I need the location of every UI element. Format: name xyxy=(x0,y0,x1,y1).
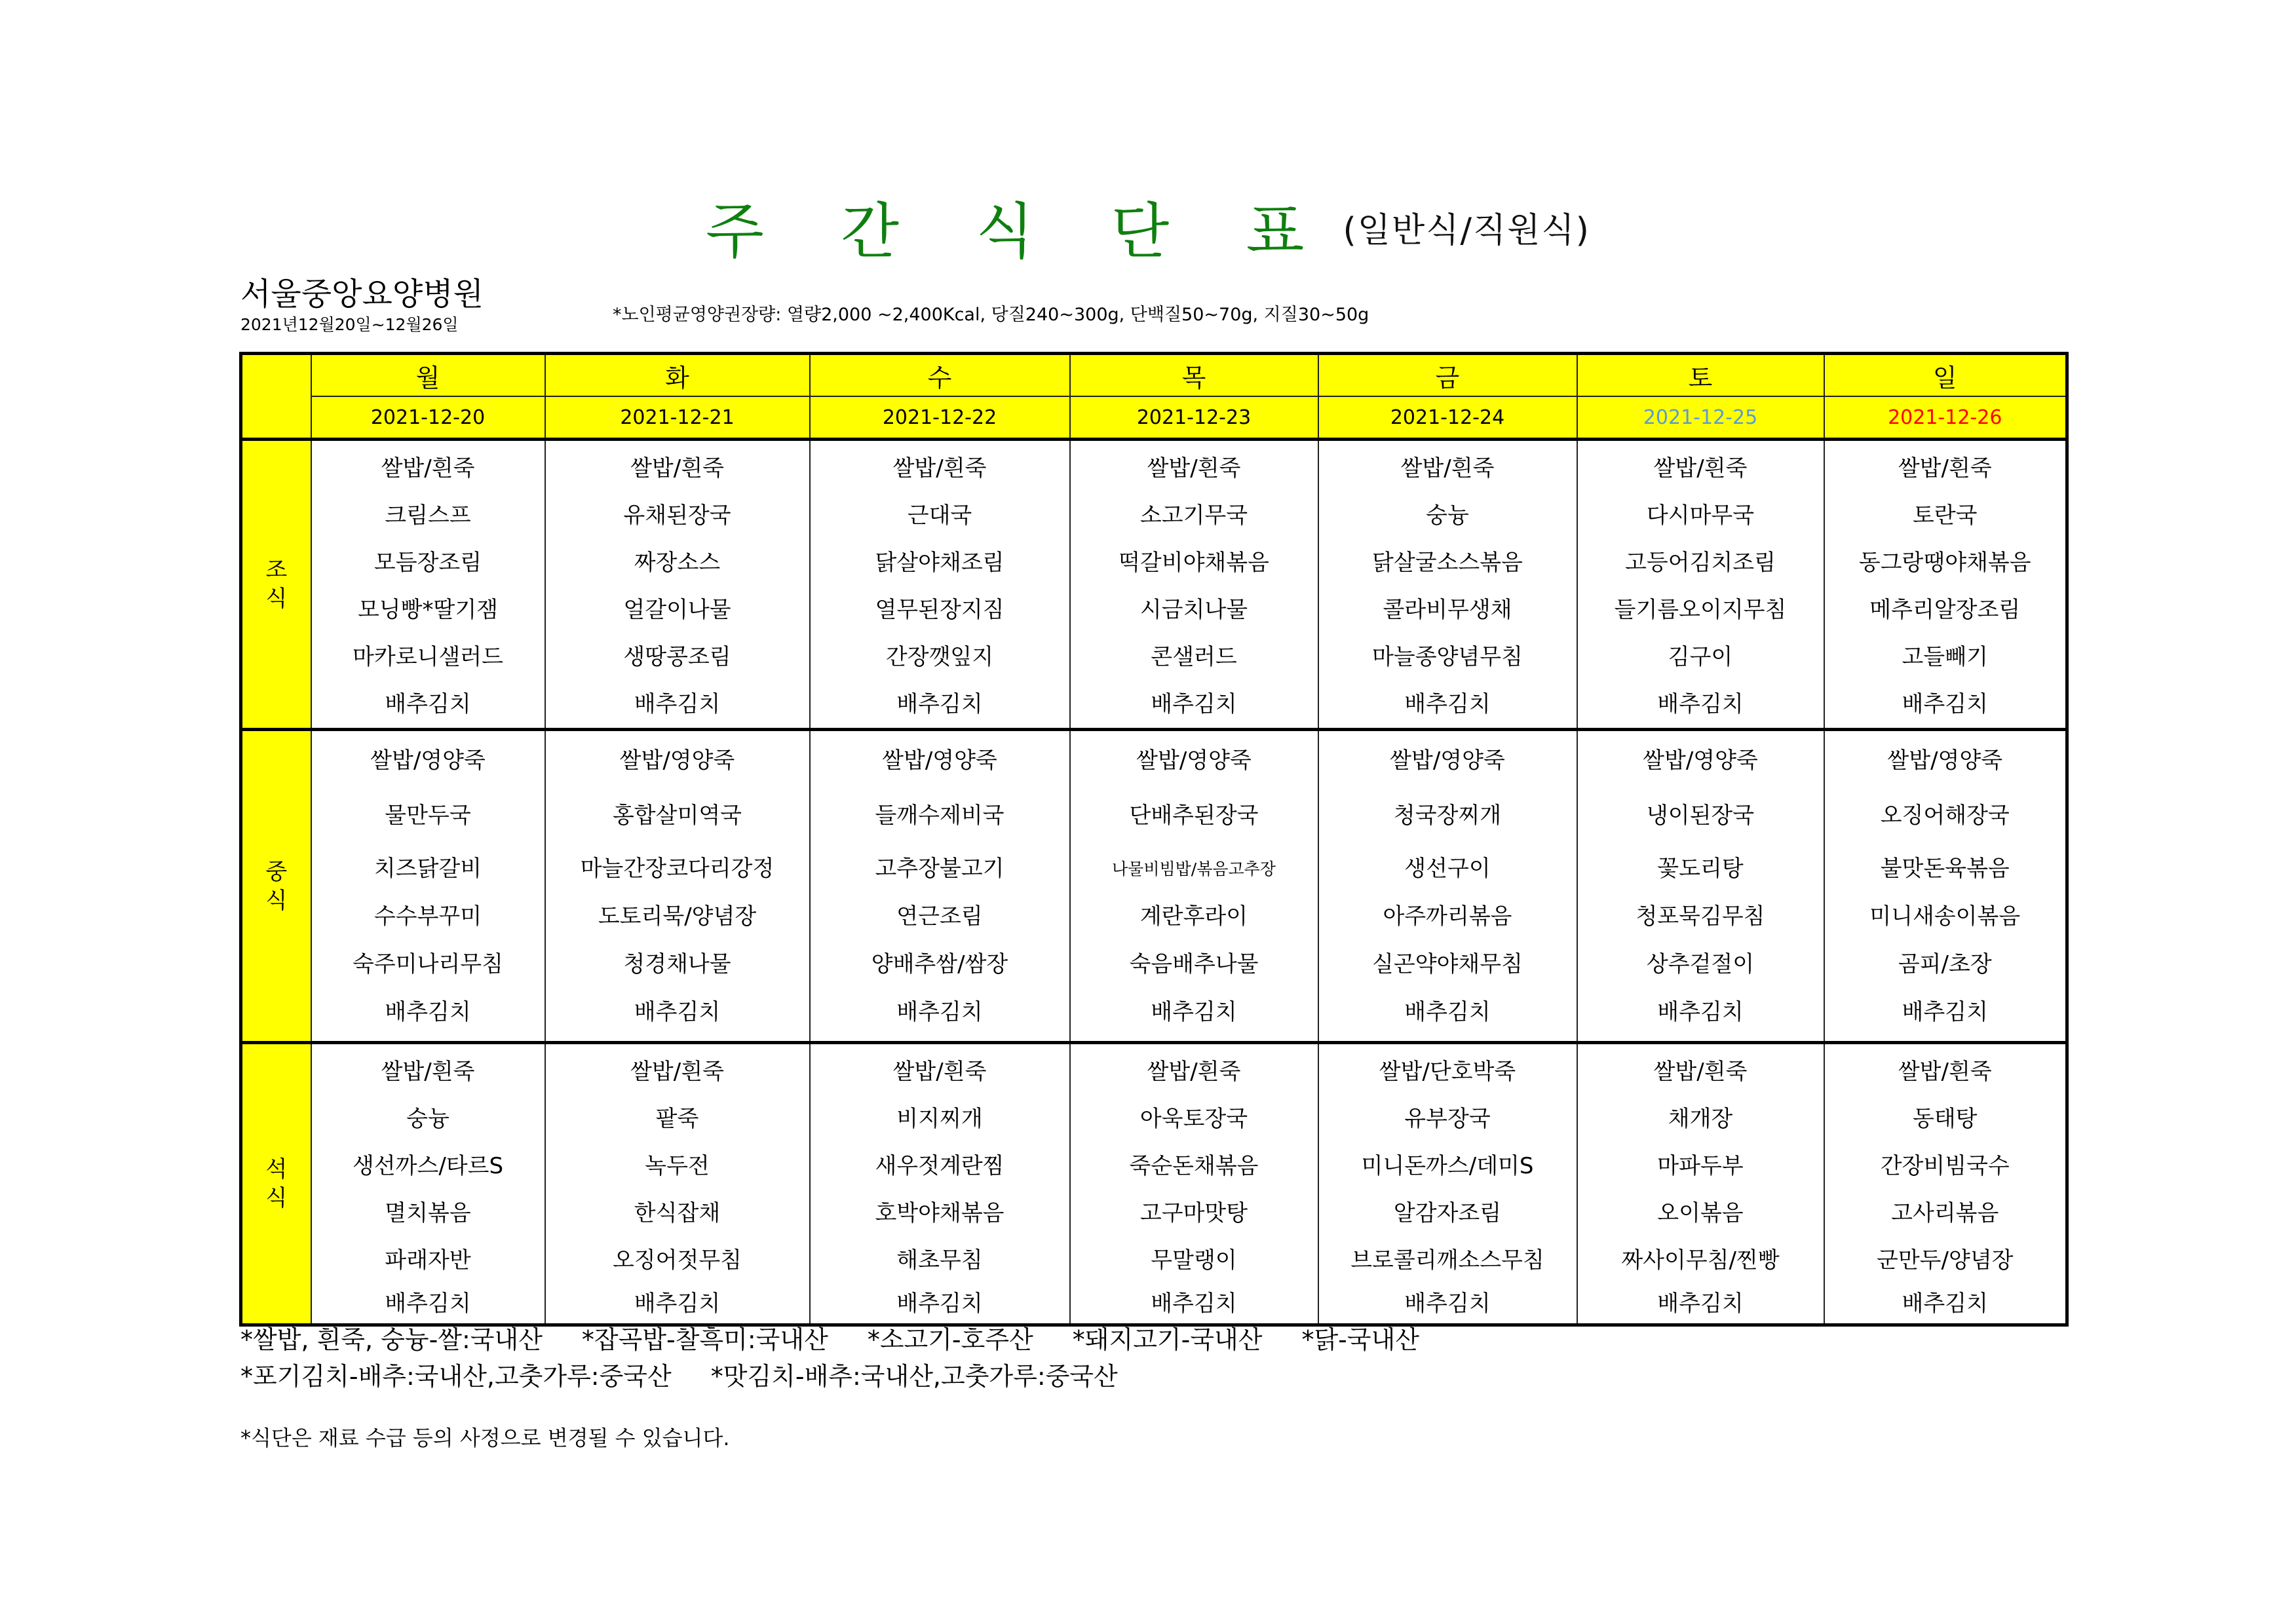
menu-item: 비지찌개 xyxy=(896,1106,983,1132)
menu-item: 배추김치 xyxy=(634,1291,721,1317)
menu-item: 김구이 xyxy=(1668,644,1733,670)
lunch-cell-mon xyxy=(311,730,545,1043)
menu-item: 쌀밥/흰죽 xyxy=(630,1059,724,1085)
menu-item: 배추김치 xyxy=(1902,1291,1988,1317)
menu-item: 파래자반 xyxy=(385,1247,471,1274)
lunch-cell-sun xyxy=(1824,730,2067,1043)
menu-item: 숙음배추나물 xyxy=(1129,951,1259,977)
origin-note: *닭-국내산 xyxy=(1301,1325,1419,1354)
dinner-label: 석 식 xyxy=(241,1043,311,1325)
menu-item: 배추김치 xyxy=(1404,691,1491,717)
lunch-cell-wed xyxy=(810,730,1070,1043)
menu-item: 양배추쌈/쌈장 xyxy=(871,951,1008,977)
menu-item: 닭살굴소스볶음 xyxy=(1372,550,1523,576)
menu-item: 알감자조림 xyxy=(1393,1200,1502,1226)
menu-item: 배추김치 xyxy=(896,999,983,1025)
menu-item: 꽃도리탕 xyxy=(1657,856,1744,882)
breakfast-cell-sat xyxy=(1577,440,1824,730)
menu-item: 청국장찌개 xyxy=(1393,803,1502,829)
menu-title-block xyxy=(0,183,2296,270)
menu-item: 고들빼기 xyxy=(1902,644,1988,670)
menu-item: 오징어해장국 xyxy=(1880,803,2010,829)
dinner-cell-mon xyxy=(311,1043,545,1325)
menu-item: 소고기무국 xyxy=(1139,502,1248,529)
menu-item: 배추김치 xyxy=(1657,999,1744,1025)
menu-item: 마파두부 xyxy=(1657,1153,1744,1179)
menu-item: 배추김치 xyxy=(1657,1291,1744,1317)
menu-item: 쌀밥/영양죽 xyxy=(1136,747,1252,774)
menu-item: 도토리묵/양념장 xyxy=(598,903,757,930)
menu-item: 다시마무국 xyxy=(1646,502,1755,529)
menu-item: 단배추된장국 xyxy=(1129,803,1259,829)
menu-item: 새우젓계란찜 xyxy=(875,1153,1004,1179)
page-subtitle: (일반식/직원식) xyxy=(1343,210,1590,250)
menu-item: 배추김치 xyxy=(1902,691,1988,717)
day-thu: 목 xyxy=(1070,354,1318,397)
hospital-name: 서울중앙요양병원 xyxy=(240,276,484,312)
nutrition-note: *노인평균영양권장량: 열량2,000 ~2,400Kcal, 당질240~300g, 단백질50~70g, 지질30~50g xyxy=(613,305,1369,325)
menu-item: 토란국 xyxy=(1912,502,1978,529)
origin-notes xyxy=(240,1321,1459,1395)
date-fri: 2021-12-24 xyxy=(1318,396,1577,440)
lunch-cell-fri xyxy=(1318,730,1577,1043)
menu-item: 배추김치 xyxy=(1657,691,1744,717)
menu-item: 짜사이무침/찐빵 xyxy=(1621,1247,1780,1274)
dinner-row xyxy=(241,1043,2067,1325)
menu-item: 홍합살미역국 xyxy=(612,803,742,829)
menu-item: 쌀밥/영양죽 xyxy=(619,747,735,774)
breakfast-cell-fri xyxy=(1318,440,1577,730)
page-title: 주 간 식 단 표 xyxy=(706,197,1333,267)
menu-item: 쌀밥/흰죽 xyxy=(381,455,475,482)
menu-item: 고추장불고기 xyxy=(875,856,1004,882)
date-mon: 2021-12-20 xyxy=(311,396,545,440)
menu-item: 배추김치 xyxy=(1151,691,1237,717)
menu-item: 유채된장국 xyxy=(623,502,731,529)
menu-item: 군만두/양념장 xyxy=(1876,1247,2014,1274)
menu-item: 쌀밥/흰죽 xyxy=(1147,455,1241,482)
dinner-cell-wed xyxy=(810,1043,1070,1325)
menu-item: 숭늉 xyxy=(1426,502,1469,529)
menu-item: 얼갈이나물 xyxy=(623,597,731,623)
menu-item: 배추김치 xyxy=(385,999,471,1025)
origin-note: *소고기-호주산 xyxy=(867,1325,1033,1354)
day-sat: 토 xyxy=(1577,354,1824,397)
menu-item: 열무된장지짐 xyxy=(875,597,1004,623)
day-mon: 월 xyxy=(311,354,545,397)
dinner-cell-fri xyxy=(1318,1043,1577,1325)
menu-item: 고등어김치조림 xyxy=(1625,550,1776,576)
day-sun: 일 xyxy=(1824,354,2067,397)
menu-item: 쌀밥/흰죽 xyxy=(892,455,987,482)
menu-item: 유부장국 xyxy=(1404,1106,1491,1132)
menu-item: 쌀밥/영양죽 xyxy=(882,747,997,774)
menu-item: 메추리알장조림 xyxy=(1869,597,2021,623)
menu-item: 모듬장조림 xyxy=(373,550,482,576)
day-fri: 금 xyxy=(1318,354,1577,397)
menu-item: 쌀밥/영양죽 xyxy=(1390,747,1505,774)
menu-item: 닭살야채조림 xyxy=(875,550,1004,576)
weekly-menu-table xyxy=(239,352,2069,1327)
menu-item: 호박야채볶음 xyxy=(875,1200,1004,1226)
corner-cell xyxy=(241,354,311,440)
menu-item: 죽순돈채볶음 xyxy=(1129,1153,1259,1179)
menu-item: 브로콜리깨소스무침 xyxy=(1350,1247,1544,1274)
menu-item: 고구마맛탕 xyxy=(1139,1200,1248,1226)
menu-item: 짜장소스 xyxy=(634,550,721,576)
menu-item: 숙주미나리무침 xyxy=(353,951,503,977)
menu-item: 모닝빵*딸기잼 xyxy=(357,597,499,623)
menu-item: 배추김치 xyxy=(896,1291,983,1317)
menu-item: 마늘종양념무침 xyxy=(1372,644,1523,670)
breakfast-cell-wed xyxy=(810,440,1070,730)
dinner-cell-sat xyxy=(1577,1043,1824,1325)
menu-item: 곰피/초장 xyxy=(1898,951,1992,977)
day-tue: 화 xyxy=(545,354,810,397)
menu-item: 배추김치 xyxy=(1902,999,1988,1025)
menu-item: 무말랭이 xyxy=(1151,1247,1237,1274)
menu-item: 숭늉 xyxy=(406,1106,450,1132)
menu-item: 동그랑땡야채볶음 xyxy=(1858,550,2031,576)
menu-item: 배추김치 xyxy=(1151,1291,1237,1317)
menu-item: 근대국 xyxy=(907,502,972,529)
menu-item: 쌀밥/흰죽 xyxy=(1653,1059,1748,1085)
lunch-row xyxy=(241,730,2067,1043)
date-wed: 2021-12-22 xyxy=(810,396,1070,440)
menu-item: 멸치볶음 xyxy=(385,1200,471,1226)
date-sat: 2021-12-25 xyxy=(1577,396,1824,440)
menu-item: 냉이된장국 xyxy=(1646,803,1755,829)
menu-item: 연근조림 xyxy=(896,903,983,930)
date-tue: 2021-12-21 xyxy=(545,396,810,440)
menu-item: 쌀밥/흰죽 xyxy=(1653,455,1748,482)
menu-item: 쌀밥/흰죽 xyxy=(630,455,724,482)
menu-item: 한식잡채 xyxy=(634,1200,721,1226)
menu-item: 쌀밥/영양죽 xyxy=(370,747,486,774)
menu-item: 콘샐러드 xyxy=(1151,644,1237,670)
menu-item: 쌀밥/단호박죽 xyxy=(1379,1059,1516,1085)
date-sun: 2021-12-26 xyxy=(1824,396,2067,440)
origin-note: *포기김치-배추:국내산,고춧가루:중국산 xyxy=(240,1362,672,1391)
menu-item: 마카로니샐러드 xyxy=(353,644,503,670)
lunch-cell-tue xyxy=(545,730,810,1043)
menu-item: 배추김치 xyxy=(1404,1291,1491,1317)
menu-item: 아주까리볶음 xyxy=(1383,903,1512,930)
menu-item: 실곤약야채무침 xyxy=(1372,951,1523,977)
menu-item: 고사리볶음 xyxy=(1891,1200,1999,1226)
lunch-cell-thu xyxy=(1070,730,1318,1043)
menu-item: 시금치나물 xyxy=(1139,597,1248,623)
menu-item: 쌀밥/흰죽 xyxy=(1898,455,1992,482)
breakfast-cell-tue xyxy=(545,440,810,730)
menu-item: 청포묵김무침 xyxy=(1636,903,1765,930)
menu-item: 배추김치 xyxy=(896,691,983,717)
breakfast-row xyxy=(241,440,2067,730)
menu-item: 쌀밥/흰죽 xyxy=(1898,1059,1992,1085)
menu-item: 배추김치 xyxy=(1151,999,1237,1025)
menu-item: 계란후라이 xyxy=(1139,903,1248,930)
menu-item: 녹두전 xyxy=(645,1153,710,1179)
menu-item: 아욱토장국 xyxy=(1139,1106,1248,1132)
menu-item: 들기름오이지무침 xyxy=(1614,597,1787,623)
menu-item: 수수부꾸미 xyxy=(373,903,482,930)
menu-item: 미니새송이볶음 xyxy=(1869,903,2021,930)
menu-item: 오이볶음 xyxy=(1657,1200,1744,1226)
day-wed: 수 xyxy=(810,354,1070,397)
menu-change-footnote: *식단은 재료 수급 등의 사정으로 변경될 수 있습니다. xyxy=(240,1426,730,1450)
day-header-row xyxy=(241,354,2067,397)
menu-item: 오징어젓무침 xyxy=(612,1247,742,1274)
menu-item: 불맛돈육볶음 xyxy=(1880,856,2010,882)
origin-note: *쌀밥, 흰죽, 숭늉-쌀:국내산 xyxy=(240,1325,543,1354)
origin-note: *돼지고기-국내산 xyxy=(1072,1325,1263,1354)
menu-item: 쌀밥/흰죽 xyxy=(381,1059,475,1085)
dinner-cell-thu xyxy=(1070,1043,1318,1325)
menu-item: 채개장 xyxy=(1668,1106,1733,1132)
origin-note: *맛김치-배추:국내산,고춧가루:중국산 xyxy=(710,1362,1118,1391)
dinner-cell-sun xyxy=(1824,1043,2067,1325)
date-header-row xyxy=(241,396,2067,440)
breakfast-cell-mon xyxy=(311,440,545,730)
menu-item: 콜라비무생채 xyxy=(1383,597,1512,623)
menu-item: 배추김치 xyxy=(634,999,721,1025)
menu-period: 2021년12월20일~12월26일 xyxy=(240,315,459,334)
menu-item: 생선까스/타르S xyxy=(352,1153,504,1179)
menu-item: 동태탕 xyxy=(1912,1106,1978,1132)
menu-item: 청경채나물 xyxy=(623,951,731,977)
date-thu: 2021-12-23 xyxy=(1070,396,1318,440)
menu-item: 크림스프 xyxy=(385,502,471,529)
menu-item: 배추김치 xyxy=(634,691,721,717)
menu-item: 팥죽 xyxy=(655,1106,699,1132)
menu-item: 간장비빔국수 xyxy=(1880,1153,2010,1179)
lunch-label: 중 식 xyxy=(241,730,311,1043)
menu-item: 쌀밥/흰죽 xyxy=(1147,1059,1241,1085)
menu-item: 생땅콩조림 xyxy=(623,644,731,670)
menu-item: 배추김치 xyxy=(1404,999,1491,1025)
menu-item: 쌀밥/흰죽 xyxy=(892,1059,987,1085)
menu-item: 생선구이 xyxy=(1404,856,1491,882)
menu-item: 들깨수제비국 xyxy=(875,803,1004,829)
menu-item: 배추김치 xyxy=(385,1291,471,1317)
menu-item: 미니돈까스/데미S xyxy=(1361,1153,1534,1179)
lunch-cell-sat xyxy=(1577,730,1824,1043)
breakfast-cell-sun xyxy=(1824,440,2067,730)
menu-item: 떡갈비야채볶음 xyxy=(1119,550,1269,576)
menu-item: 쌀밥/흰죽 xyxy=(1400,455,1495,482)
menu-item: 상추겉절이 xyxy=(1646,951,1755,977)
origin-note: *잡곡밥-찰흑미:국내산 xyxy=(581,1325,828,1354)
menu-item: 배추김치 xyxy=(385,691,471,717)
dinner-cell-tue xyxy=(545,1043,810,1325)
menu-item: 치즈닭갈비 xyxy=(373,856,482,882)
breakfast-label: 조 식 xyxy=(241,440,311,730)
menu-item: 물만두국 xyxy=(385,803,471,829)
menu-item: 해초무침 xyxy=(896,1247,983,1274)
menu-item: 마늘간장코다리강정 xyxy=(580,856,775,882)
breakfast-cell-thu xyxy=(1070,440,1318,730)
menu-item: 나물비빔밥/볶음고추장 xyxy=(1112,859,1276,878)
menu-item: 쌀밥/영양죽 xyxy=(1887,747,2003,774)
menu-item: 쌀밥/영양죽 xyxy=(1643,747,1758,774)
menu-item: 간장깻잎지 xyxy=(885,644,994,670)
